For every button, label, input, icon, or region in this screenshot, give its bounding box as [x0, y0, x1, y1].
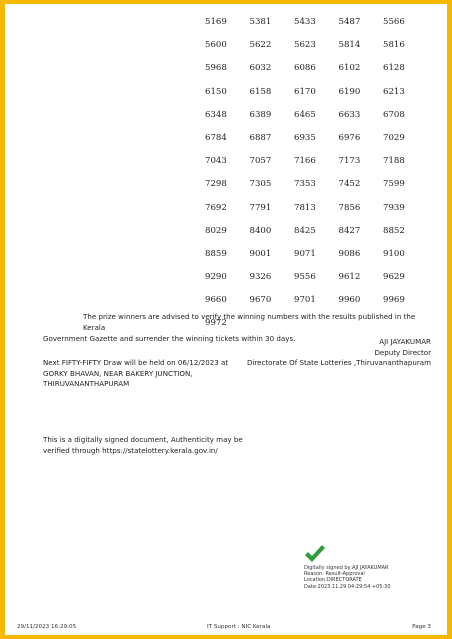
signature-line-4: Date:2023.11.29 04:29:54 +05:30	[304, 583, 391, 590]
winning-number: 9071	[294, 248, 316, 259]
notice-line-1: The prize winners are advised to verify the winning numbers with the results published in the Kerala	[83, 312, 416, 332]
digital-signature-stamp	[304, 544, 391, 590]
winning-number: 6190	[338, 86, 361, 97]
next-draw-line-1: Next FIFTY-FIFTY Draw will be held on 06/12/2023 at	[43, 358, 229, 367]
winning-number: 6633	[338, 109, 361, 120]
winning-number: 5487	[338, 17, 361, 27]
winning-number: 7813	[294, 202, 316, 213]
winning-number: 7856	[338, 202, 361, 213]
next-draw-line-3: THIRUVANANTHAPURAM	[43, 379, 130, 388]
winning-number: 9670	[249, 295, 272, 306]
footer-page-number: Page 3	[412, 624, 431, 630]
winning-number: 7939	[383, 202, 405, 213]
footer-it-support: IT Support : NIC Kerala	[207, 624, 271, 630]
winning-number: 9960	[338, 295, 361, 306]
winning-number: 8859	[205, 248, 227, 259]
winning-number: 8852	[383, 225, 405, 236]
digital-signed-note	[43, 435, 263, 456]
winning-number: 7452	[338, 179, 361, 190]
winning-number: 5968	[205, 63, 227, 74]
signatory-office: Directorate Of State Lotteries ,Thiruvananthapuram	[246, 358, 431, 367]
signature-line-2: Reason: Result-Approval	[304, 571, 365, 578]
winning-number: 5381	[249, 17, 272, 27]
winning-number: 6784	[205, 132, 227, 143]
winning-number: 9100	[383, 248, 405, 259]
winning-number: 9972	[205, 318, 227, 329]
winning-number: 6150	[205, 86, 227, 97]
winning-number: 8427	[338, 225, 361, 236]
winning-number: 8425	[294, 225, 316, 236]
winning-number: 9086	[338, 248, 361, 259]
document-page	[5, 4, 447, 635]
winning-number: 5600	[205, 40, 227, 51]
winning-number: 6708	[383, 109, 405, 120]
winning-number: 6465	[294, 109, 316, 120]
winning-number: 5566	[383, 17, 405, 27]
winning-number: 5814	[338, 40, 361, 51]
winning-number: 7166	[294, 156, 316, 167]
winning-numbers-grid	[205, 16, 428, 341]
winning-number: 6935	[294, 132, 316, 143]
winning-number: 5816	[383, 40, 405, 51]
winning-number: 7188	[383, 156, 405, 167]
winning-number: 7057	[249, 156, 272, 167]
winning-number: 9326	[249, 272, 272, 283]
signature-line-3: Location:DIRECTORATE	[304, 577, 362, 584]
winning-number: 6158	[249, 86, 272, 97]
winning-number: 7353	[294, 179, 316, 190]
digital-note-line-2: verified through https://statelottery.kerala.gov.in/	[43, 445, 218, 455]
winning-number: 8400	[249, 225, 272, 236]
winning-number: 6976	[338, 132, 361, 143]
winning-number: 9290	[205, 272, 227, 283]
winning-number: 9969	[383, 295, 405, 306]
winning-number: 9556	[294, 272, 316, 283]
winning-number: 6213	[383, 86, 405, 97]
notice-line-2: Government Gazette and surrender the winning tickets within 30 days.	[43, 334, 296, 343]
winning-number: 6348	[205, 109, 227, 120]
winning-number: 9629	[383, 272, 405, 283]
winning-number: 5623	[294, 40, 316, 51]
winning-number: 8029	[205, 225, 227, 236]
winning-number: 6389	[249, 109, 272, 120]
winning-number: 7173	[338, 156, 361, 167]
check-mark-icon	[304, 544, 326, 564]
signature-line-1: Digitally signed by AJI JAYAKUMAR	[304, 565, 389, 571]
winning-number: 6128	[383, 63, 405, 74]
winning-number: 7692	[205, 202, 227, 213]
winning-number: 7298	[205, 179, 227, 190]
signatory-block	[247, 337, 431, 369]
footer-timestamp: 29/11/2023 16:29:05	[17, 624, 77, 630]
winning-number: 9612	[338, 272, 361, 283]
winning-number: 9701	[294, 295, 316, 306]
winning-number: 6032	[249, 63, 272, 74]
winning-number: 7791	[249, 202, 272, 213]
winning-number: 6887	[249, 132, 272, 143]
winning-number: 7029	[383, 132, 405, 143]
winning-number: 6102	[338, 63, 361, 74]
winning-number: 7043	[205, 156, 227, 167]
digital-note-line-1: This is a digitally signed document, Authenticity may be	[43, 435, 243, 444]
winning-number: 9001	[249, 248, 272, 259]
winning-number: 5622	[249, 40, 272, 51]
winning-number: 6170	[294, 86, 316, 97]
next-draw-info	[43, 358, 243, 390]
winning-number: 7599	[383, 179, 405, 190]
winning-number: 6086	[294, 63, 316, 74]
signatory-name: AJI JAYAKUMAR	[379, 337, 431, 346]
winning-number: 7305	[249, 179, 272, 190]
signatory-title: Deputy Director	[374, 347, 431, 357]
winning-number: 5169	[205, 17, 227, 27]
next-draw-line-2: GORKY BHAVAN, NEAR BAKERY JUNCTION,	[43, 368, 193, 378]
winning-number: 9660	[205, 295, 227, 306]
winning-number: 5433	[294, 17, 316, 27]
